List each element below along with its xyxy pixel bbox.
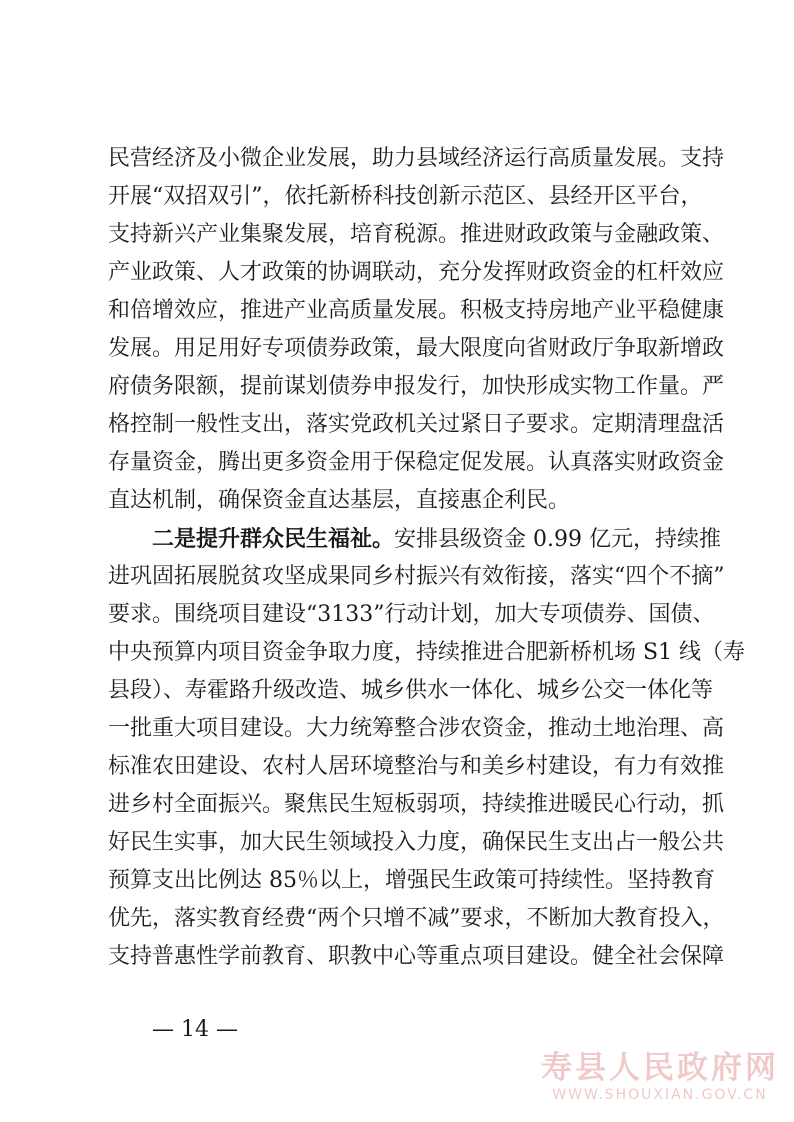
text-line: 和倍增效应，推进产业高质量发展。积极支持房地产业平稳健康 — [108, 298, 725, 323]
text-line: 发展。用足用好专项债券政策，最大限度向省财政厅争取新增政 — [108, 336, 725, 361]
text-line: 中央预算内项目资金争取力度，持续推进合肥新桥机场 S1 线（寿 — [108, 640, 746, 665]
text-line: 优先，落实教育经费“两个只增不减”要求，不断加大教育投入， — [108, 906, 725, 931]
text-line: 进乡村全面振兴。聚焦民生短板弱项，持续推进暖民心行动，抓 — [108, 792, 725, 817]
watermark-site-name: 寿县人民政府网 — [541, 1050, 779, 1086]
text-line: 预算支出比例达 85％以上，增强民生政策可持续性。坚持教育 — [108, 868, 715, 893]
paragraph-heading: 二是提升群众民生福祉。 — [152, 526, 395, 552]
text-line: 县段）、寿霍路升级改造、城乡供水一体化、城乡公交一体化等 — [108, 678, 714, 703]
text-line: 府债务限额，提前谋划债券申报发行，加快形成实物工作量。严 — [108, 374, 725, 399]
site-watermark — [540, 1050, 780, 1104]
text-line: 格控制一般性支出，落实党政机关过紧日子要求。定期清理盘活 — [108, 412, 725, 437]
paragraph-lead-line — [152, 525, 721, 553]
text-line: 要求。围绕项目建设“3133”行动计划，加大专项债券、国债、 — [108, 602, 715, 627]
text-segment: 安排县级资金 0.99 亿元，持续推 — [394, 527, 721, 552]
text-line: 好民生实事，加大民生领域投入力度，确保民生支出占一般公共 — [108, 830, 725, 855]
text-line: 存量资金，腾出更多资金用于保稳定促发展。认真落实财政资金 — [108, 450, 725, 475]
text-line: 民营经济及小微企业发展，助力县域经济运行高质量发展。支持 — [108, 146, 725, 171]
text-line: 一批重大项目建设。大力统筹整合涉农资金，推动土地治理、高 — [108, 716, 725, 741]
text-line: 标准农田建设、农村人居环境整治与和美乡村建设，有力有效推 — [108, 754, 725, 779]
text-line: 支持普惠性学前教育、职教中心等重点项目建设。健全社会保障 — [108, 944, 725, 969]
watermark-site-url: WWW.SHOUXIAN.GOV.CN — [552, 1087, 768, 1103]
text-line: 开展“双招双引”，依托新桥科技创新示范区、县经开区平台， — [108, 184, 703, 209]
text-line: 产业政策、人才政策的协调联动，充分发挥财政资金的杠杆效应 — [108, 260, 725, 285]
text-line: 进巩固拓展脱贫攻坚成果同乡村振兴有效衔接，落实“四个不摘” — [108, 564, 725, 589]
text-line: 支持新兴产业集聚发展，培育税源。推进财政政策与金融政策、 — [108, 222, 725, 247]
page-number: — 14 — — [152, 1017, 238, 1042]
text-line: 直达机制，确保资金直达基层，直接惠企利民。 — [108, 488, 571, 513]
